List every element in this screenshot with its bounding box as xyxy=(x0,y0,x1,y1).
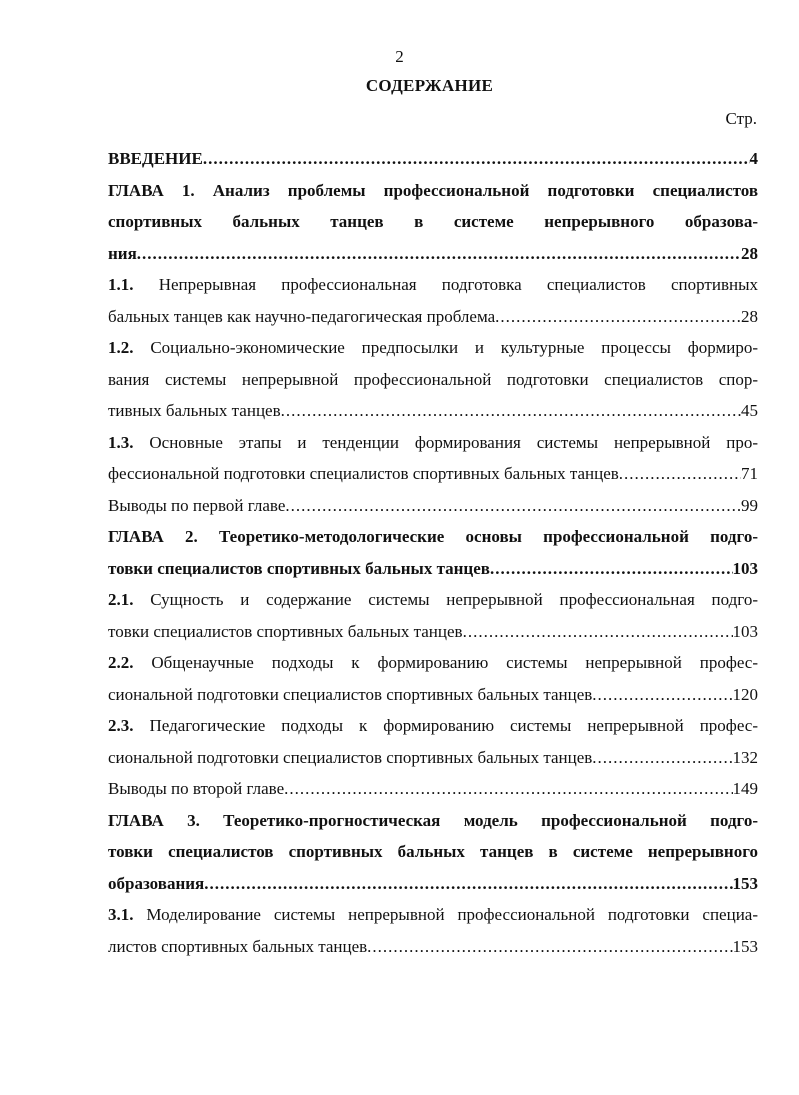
toc-entry-text: Выводы по первой главе xyxy=(108,495,286,515)
toc-chapter-entry[interactable] xyxy=(108,521,758,584)
toc-entry-text: товки специалистов спортивных бальных танцев в системе непрерывного xyxy=(108,842,758,861)
toc-entry-text: Сущность и содержание системы непрерывной профессиональная подго- xyxy=(150,590,758,609)
toc-entry-line xyxy=(108,332,758,364)
toc-page-number: 4 xyxy=(749,149,758,168)
toc-entry-last-line xyxy=(108,616,758,648)
toc-leader-dots xyxy=(495,301,741,333)
toc-entry-line xyxy=(108,521,758,553)
toc-entry-line xyxy=(108,269,758,301)
toc-entry-text: листов спортивных бальных танцев xyxy=(108,936,368,956)
toc-entry-text: Общенаучные подходы к формированию системы непрерывной профес- xyxy=(151,653,758,672)
toc-page-number: 153 xyxy=(732,936,758,956)
toc-entry-text: сиональной подготовки специалистов спортивных бальных танцев xyxy=(108,747,593,767)
toc-entry-text: ВВЕДЕНИЕ xyxy=(108,149,203,168)
toc-page-number: 28 xyxy=(741,243,758,263)
toc-entry-text: ГЛАВА 1. Анализ проблемы профессиональной подготовки специалистов xyxy=(108,180,758,200)
page-column-label: Стр. xyxy=(725,109,757,128)
toc-entry[interactable] xyxy=(108,710,758,773)
toc-entry-text: Социально-экономические предпосылки и культурные процессы формиро- xyxy=(150,338,758,357)
toc-leader-dots xyxy=(203,143,750,175)
page-number: 2 xyxy=(395,47,404,66)
toc-entry[interactable] xyxy=(108,269,758,332)
toc-entry-text: образования xyxy=(108,873,205,893)
toc-entry-text: вания системы непрерывной профессиональной подготовки специалистов спор- xyxy=(108,369,758,389)
toc-page-number: 120 xyxy=(732,684,758,704)
toc-entry-number: 1.3. xyxy=(108,432,150,452)
toc-leader-dots xyxy=(592,742,732,774)
toc-entry[interactable] xyxy=(108,584,758,647)
toc-entry-last-line xyxy=(108,490,758,522)
toc-entry-last-line xyxy=(108,238,758,270)
table-of-contents xyxy=(108,143,758,962)
toc-page-number: 99 xyxy=(741,495,758,515)
toc-page-number: 28 xyxy=(741,306,758,326)
toc-entry-number: 1.1. xyxy=(108,275,159,294)
toc-entry-line xyxy=(108,427,758,459)
toc-leader-dots xyxy=(284,773,732,805)
toc-entry-last-line xyxy=(108,458,758,490)
toc-entry[interactable] xyxy=(108,332,758,427)
toc-leader-dots xyxy=(463,616,733,648)
toc-entry-last-line xyxy=(108,868,758,900)
toc-leader-dots xyxy=(285,490,741,522)
toc-entry-line xyxy=(108,584,758,616)
toc-entry[interactable] xyxy=(108,427,758,490)
toc-chapter-entry[interactable] xyxy=(108,805,758,900)
toc-entry[interactable] xyxy=(108,490,758,522)
toc-page-number: 71 xyxy=(741,464,758,483)
toc-page-number: 103 xyxy=(732,558,758,578)
toc-entry-last-line xyxy=(108,143,758,175)
toc-entry-text: Выводы по второй главе xyxy=(108,779,285,798)
toc-chapter-entry[interactable] xyxy=(108,175,758,270)
toc-entry-line xyxy=(108,836,758,868)
toc-entry-line xyxy=(108,175,758,207)
toc-page-number: 153 xyxy=(732,873,758,893)
toc-entry[interactable] xyxy=(108,773,758,805)
toc-leader-dots xyxy=(137,238,741,270)
toc-leader-dots xyxy=(281,395,741,427)
toc-entry-last-line xyxy=(108,553,758,585)
toc-entry-line xyxy=(108,899,758,931)
toc-page-number: 149 xyxy=(732,779,758,798)
toc-entry-line xyxy=(108,647,758,679)
toc-entry-text: сиональной подготовки специалистов спортивных бальных танцев xyxy=(108,684,593,704)
toc-entry-text: Педагогические подходы к формированию системы непрерывной профес- xyxy=(149,716,758,735)
toc-entry[interactable] xyxy=(108,899,758,962)
toc-leader-dots xyxy=(367,931,732,963)
toc-entry-text: ния xyxy=(108,243,137,263)
toc-entry-text: ГЛАВА 3. Теоретико-прогностическая модель профессиональной подго- xyxy=(108,810,758,830)
toc-leader-dots xyxy=(619,458,741,490)
toc-entry[interactable] xyxy=(108,647,758,710)
toc-entry-line xyxy=(108,710,758,742)
toc-entry-last-line xyxy=(108,742,758,774)
toc-entry-text: спортивных бальных танцев в системе непрерывного образова- xyxy=(108,212,758,231)
toc-entry-line xyxy=(108,206,758,238)
toc-entry-text: товки специалистов спортивных бальных танцев xyxy=(108,558,490,578)
toc-leader-dots xyxy=(490,553,733,585)
toc-entry-number: 2.2. xyxy=(108,653,152,672)
toc-chapter-entry[interactable] xyxy=(108,143,758,175)
toc-entry-last-line xyxy=(108,773,758,805)
toc-entry-text: тивных бальных танцев xyxy=(108,401,281,420)
toc-entry-last-line xyxy=(108,679,758,711)
toc-entry-line xyxy=(108,364,758,396)
toc-entry-text: Моделирование системы непрерывной профессиональной подготовки специа- xyxy=(146,905,758,924)
toc-leader-dots xyxy=(204,868,732,900)
toc-page-number: 103 xyxy=(732,621,758,641)
toc-entry-line xyxy=(108,805,758,837)
toc-entry-number: 2.3. xyxy=(108,716,150,735)
toc-entry-last-line xyxy=(108,395,758,427)
toc-entry-text: ГЛАВА 2. Теоретико-методологические основы профессиональной подго- xyxy=(108,527,758,546)
toc-entry-text: Основные этапы и тенденции формирования системы непрерывной про- xyxy=(149,432,758,452)
toc-entry-last-line xyxy=(108,931,758,963)
toc-entry-text: товки специалистов спортивных бальных танцев xyxy=(108,621,463,641)
toc-entry-number: 2.1. xyxy=(108,590,151,609)
toc-page-number: 45 xyxy=(741,401,758,420)
toc-entry-number: 3.1. xyxy=(108,905,147,924)
toc-entry-text: Непрерывная профессиональная подготовка специалистов спортивных xyxy=(158,275,758,294)
toc-entry-text: бальных танцев как научно-педагогическая проблема xyxy=(108,306,496,326)
toc-entry-last-line xyxy=(108,301,758,333)
toc-page-number: 132 xyxy=(732,747,758,767)
toc-entry-text: фессиональной подготовки специалистов спортивных бальных танцев xyxy=(108,464,619,483)
toc-leader-dots xyxy=(592,679,732,711)
toc-entry-number: 1.2. xyxy=(108,338,151,357)
document-title: СОДЕРЖАНИЕ xyxy=(365,76,494,95)
